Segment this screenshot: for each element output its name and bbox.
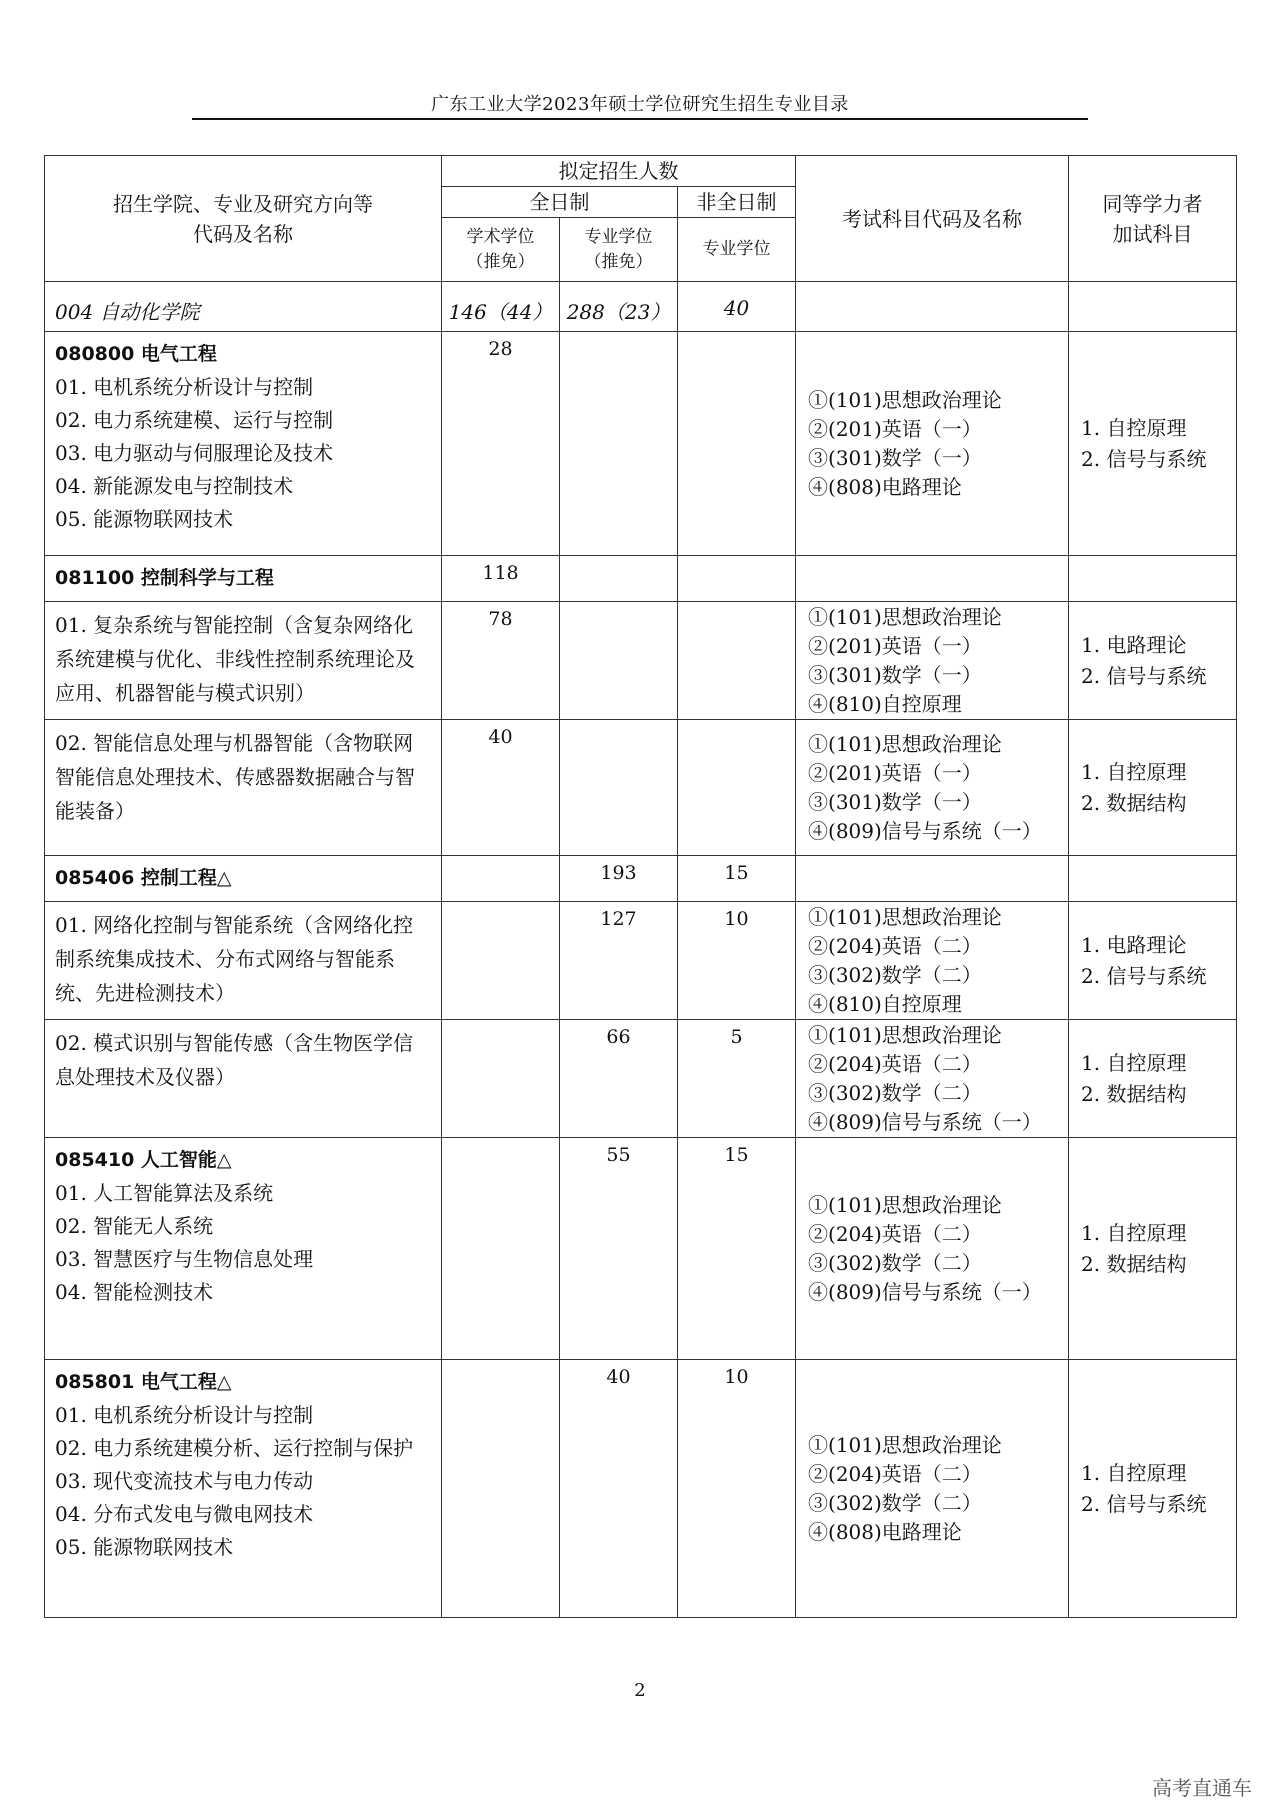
professional-pt-count: 15	[678, 1138, 796, 1360]
college-row	[45, 282, 1237, 332]
watermark-text: 高考直通车	[1152, 1776, 1252, 1800]
exam-item: ④(809)信号与系统（一）	[808, 818, 1042, 843]
direction-item: 03. 电力驱动与伺服理论及技术	[55, 441, 334, 465]
exam-item: ③(301)数学（一）	[808, 662, 982, 687]
extra-item: 2. 信号与系统	[1081, 963, 1207, 988]
major-block-080800	[45, 332, 442, 556]
header-major-line1: 招生学院、专业及研究方向等	[113, 191, 373, 216]
header-professional-ft-line1: 专业学位	[584, 226, 653, 247]
direction-item: 01. 人工智能算法及系统	[55, 1181, 274, 1205]
header-part-time: 非全日制	[678, 187, 796, 218]
professional-pt-count	[678, 602, 796, 720]
table-row	[45, 602, 1237, 720]
professional-ft-count: 55	[560, 1138, 678, 1360]
direction-item: 02. 电力系统建模、运行与控制	[55, 408, 334, 432]
header-academic-line1: 学术学位	[466, 226, 535, 247]
professional-ft-count: 66	[560, 1020, 678, 1138]
exam-item: ③(302)数学（二）	[808, 962, 982, 987]
academic-count: 78	[442, 602, 560, 720]
page-number: 2	[634, 1680, 646, 1701]
academic-count: 118	[442, 556, 560, 602]
exam-item: ④(810)自控原理	[808, 991, 962, 1016]
table-row	[45, 332, 1237, 556]
header-full-time: 全日制	[442, 187, 678, 218]
exam-item: ②(204)英语（二）	[808, 1461, 982, 1486]
exam-item: ④(810)自控原理	[808, 691, 962, 716]
academic-count	[442, 1138, 560, 1360]
extra-item: 2. 数据结构	[1081, 1081, 1187, 1106]
direction-item: 02. 电力系统建模分析、运行控制与保护	[55, 1436, 414, 1460]
exam-item: ③(301)数学（一）	[808, 445, 982, 470]
professional-ft-count: 40	[560, 1360, 678, 1618]
exam-subjects	[796, 1360, 1069, 1618]
professional-pt-count: 15	[678, 856, 796, 902]
direction-item: 04. 智能检测技术	[55, 1280, 214, 1304]
exam-item: ④(808)电路理论	[808, 474, 962, 499]
exam-item: ①(101)思想政治理论	[808, 387, 1002, 412]
header-major-line2: 代码及名称	[193, 221, 293, 246]
header-rule	[192, 118, 1088, 120]
college-extra-empty	[1069, 282, 1237, 332]
extra-item: 2. 信号与系统	[1081, 446, 1207, 471]
college-academic: 146（44）	[442, 282, 560, 332]
major-title: 080800 电气工程	[55, 343, 217, 365]
header-exam: 考试科目代码及名称	[796, 156, 1069, 282]
major-block-081100	[45, 556, 442, 602]
exam-item: ③(302)数学（二）	[808, 1250, 982, 1275]
academic-count: 28	[442, 332, 560, 556]
header-academic	[442, 218, 560, 282]
exam-item: ④(808)电路理论	[808, 1519, 962, 1544]
major-title: 081100 控制科学与工程	[55, 567, 274, 589]
exam-item: ②(201)英语（一）	[808, 416, 982, 441]
college-professional-ft: 288（23）	[560, 282, 678, 332]
extra-subjects	[1069, 1138, 1237, 1360]
extra-item: 1. 自控原理	[1081, 759, 1187, 784]
table-row	[45, 556, 1237, 602]
extra-subjects	[1069, 332, 1237, 556]
table-row	[45, 1138, 1237, 1360]
direction-item: 05. 能源物联网技术	[55, 1535, 234, 1559]
major-block-085406	[45, 856, 442, 902]
exam-subjects	[796, 902, 1069, 1020]
exam-item: ④(809)信号与系统（一）	[808, 1279, 1042, 1304]
direction-item: 04. 新能源发电与控制技术	[55, 474, 294, 498]
direction-item: 03. 现代变流技术与电力传动	[55, 1469, 314, 1493]
header-academic-line2: （推免）	[466, 251, 535, 272]
exam-item: ③(301)数学（一）	[808, 789, 982, 814]
direction-cell	[45, 602, 442, 720]
direction-cell	[45, 1020, 442, 1138]
major-title: 085410 人工智能△	[55, 1149, 232, 1171]
header-major-column	[45, 156, 442, 282]
exam-subjects	[796, 602, 1069, 720]
academic-count	[442, 902, 560, 1020]
extra-subjects	[1069, 1020, 1237, 1138]
exam-item: ④(809)信号与系统（一）	[808, 1109, 1042, 1134]
header-extra	[1069, 156, 1237, 282]
college-exam-empty	[796, 282, 1069, 332]
extra-subjects	[1069, 720, 1237, 856]
exam-item: ①(101)思想政治理论	[808, 731, 1002, 756]
table-row	[45, 1360, 1237, 1618]
table-row	[45, 856, 1237, 902]
header-professional-ft	[560, 218, 678, 282]
academic-count: 40	[442, 720, 560, 856]
direction-item: 02. 智能信息处理与机器智能（含物联网智能信息处理技术、传感器数据融合与智能装备）	[55, 731, 415, 823]
header-extra-line1: 同等学力者	[1102, 191, 1203, 216]
extra-item: 1. 电路理论	[1081, 632, 1187, 657]
exam-item: ②(204)英语（二）	[808, 1051, 982, 1076]
professional-ft-count: 193	[560, 856, 678, 902]
professional-pt-count	[678, 720, 796, 856]
extra-subjects	[1069, 1360, 1237, 1618]
exam-subjects	[796, 1138, 1069, 1360]
exam-item: ②(201)英语（一）	[808, 633, 982, 658]
extra-item: 2. 信号与系统	[1081, 663, 1207, 688]
college-professional-pt: 40	[678, 282, 796, 332]
exam-subjects	[796, 332, 1069, 556]
exam-item: ③(302)数学（二）	[808, 1490, 982, 1515]
major-block-085801	[45, 1360, 442, 1618]
direction-cell	[45, 902, 442, 1020]
professional-ft-count	[560, 602, 678, 720]
direction-item: 01. 复杂系统与智能控制（含复杂网络化系统建模与优化、非线性控制系统理论及应用、机器智能与模式识别）	[55, 613, 415, 705]
direction-item: 04. 分布式发电与微电网技术	[55, 1502, 314, 1526]
header-professional-pt: 专业学位	[678, 218, 796, 282]
table-row	[45, 902, 1237, 1020]
exam-item: ②(204)英语（二）	[808, 1221, 982, 1246]
extra-item: 1. 自控原理	[1081, 415, 1187, 440]
exam-item: ③(302)数学（二）	[808, 1080, 982, 1105]
extra-subjects	[1069, 602, 1237, 720]
direction-item: 02. 智能无人系统	[55, 1214, 214, 1238]
table-row	[45, 720, 1237, 856]
professional-ft-count	[560, 332, 678, 556]
professional-ft-count: 127	[560, 902, 678, 1020]
professional-pt-count: 5	[678, 1020, 796, 1138]
extra-item: 2. 数据结构	[1081, 790, 1187, 815]
direction-item: 02. 模式识别与智能传感（含生物医学信息处理技术及仪器）	[55, 1031, 414, 1089]
major-block-085410	[45, 1138, 442, 1360]
table-row	[45, 1020, 1237, 1138]
professional-ft-count	[560, 720, 678, 856]
exam-item: ①(101)思想政治理论	[808, 604, 1002, 629]
exam-item: ①(101)思想政治理论	[808, 1432, 1002, 1457]
major-title: 085801 电气工程△	[55, 1371, 232, 1393]
direction-item: 01. 网络化控制与智能系统（含网络化控制系统集成技术、分布式网络与智能系统、先进检测技术）	[55, 913, 414, 1005]
academic-count	[442, 1020, 560, 1138]
header-extra-line2: 加试科目	[1112, 221, 1193, 246]
header-planned: 拟定招生人数	[442, 156, 796, 187]
professional-pt-count: 10	[678, 902, 796, 1020]
professional-pt-count	[678, 332, 796, 556]
extra-item: 2. 数据结构	[1081, 1251, 1187, 1276]
exam-item: ②(201)英语（一）	[808, 760, 982, 785]
professional-pt-count: 10	[678, 1360, 796, 1618]
catalog-table	[44, 155, 1237, 1618]
extra-item: 1. 电路理论	[1081, 932, 1187, 957]
extra-item: 1. 自控原理	[1081, 1220, 1187, 1245]
direction-item: 05. 能源物联网技术	[55, 507, 234, 531]
direction-item: 01. 电机系统分析设计与控制	[55, 1403, 314, 1427]
extra-item: 1. 自控原理	[1081, 1050, 1187, 1075]
exam-item: ①(101)思想政治理论	[808, 1022, 1002, 1047]
major-title: 085406 控制工程△	[55, 867, 232, 889]
extra-item: 1. 自控原理	[1081, 1460, 1187, 1485]
exam-item: ①(101)思想政治理论	[808, 904, 1002, 929]
exam-subjects	[796, 1020, 1069, 1138]
exam-item: ②(204)英语（二）	[808, 933, 982, 958]
extra-subjects	[1069, 902, 1237, 1020]
page-header-title: 广东工业大学2023年硕士学位研究生招生专业目录	[431, 94, 849, 115]
exam-subjects	[796, 720, 1069, 856]
extra-item: 2. 信号与系统	[1081, 1491, 1207, 1516]
exam-item: ①(101)思想政治理论	[808, 1192, 1002, 1217]
direction-cell	[45, 720, 442, 856]
college-name: 004 自动化学院	[45, 282, 442, 332]
academic-count	[442, 1360, 560, 1618]
direction-item: 03. 智慧医疗与生物信息处理	[55, 1247, 314, 1271]
direction-item: 01. 电机系统分析设计与控制	[55, 375, 314, 399]
header-professional-ft-line2: （推免）	[584, 251, 653, 272]
